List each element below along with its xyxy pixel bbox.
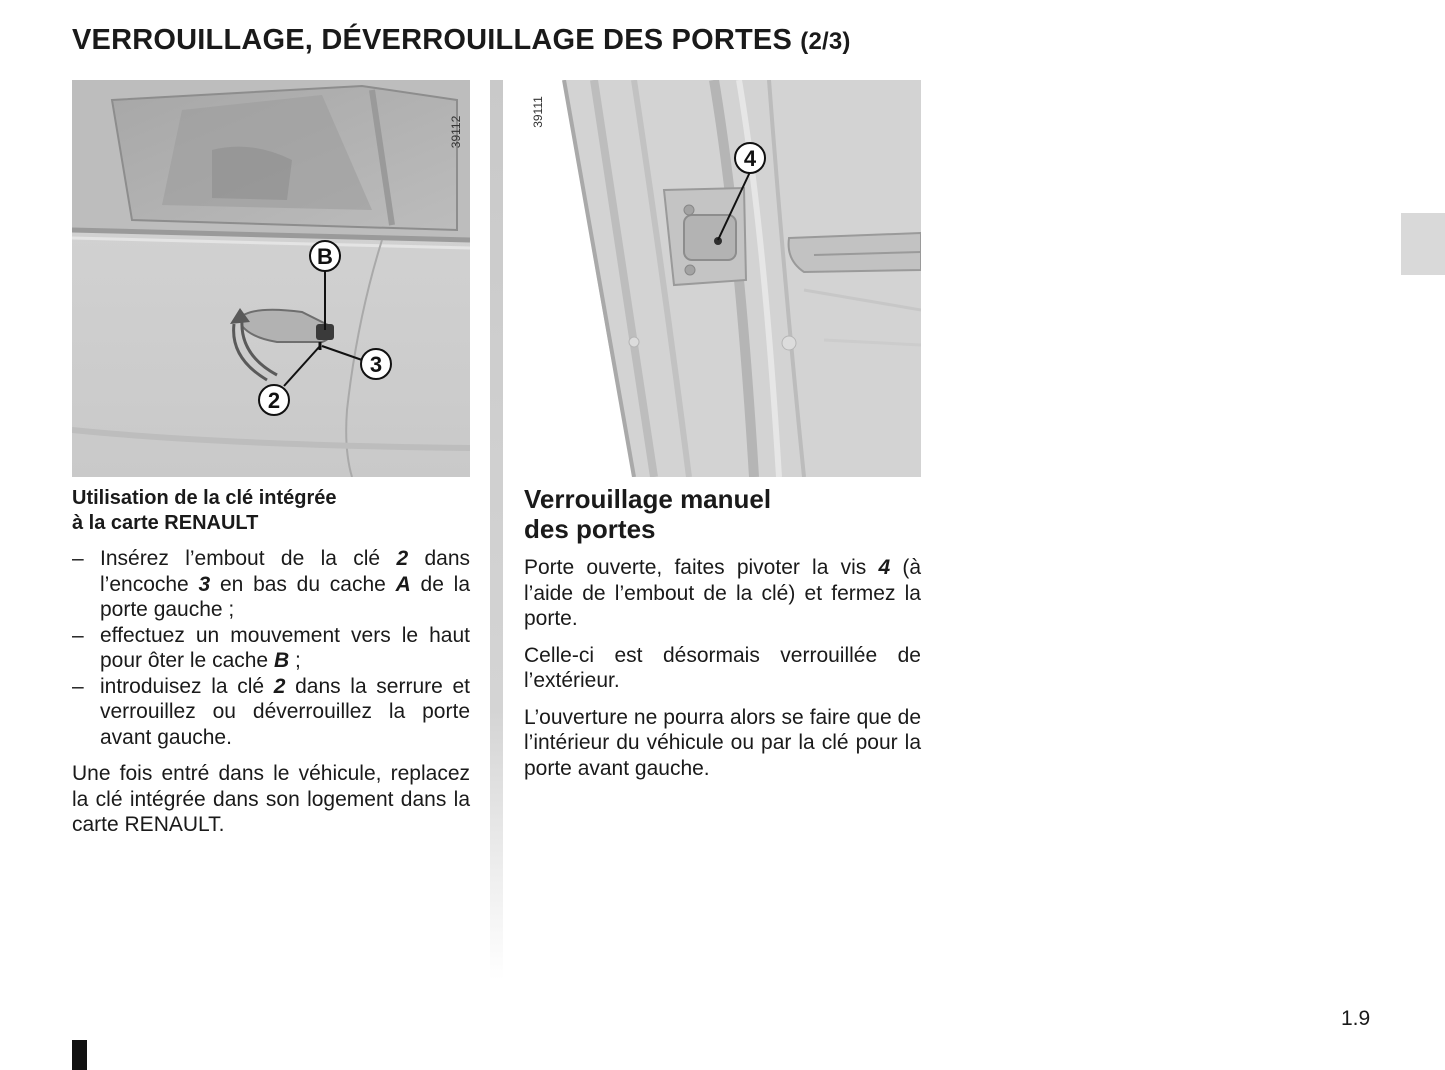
page-title-suffix: (2/3) [800,28,851,55]
key-ref: 2 [273,674,286,698]
key-ref: 2 [396,547,409,570]
door-latch-illustration [524,80,921,477]
manual-locking-body [524,555,921,792]
subtitle-line-1: Verrouillage manuel [524,484,772,514]
callout-2-label: 2 [267,388,281,413]
callout-4 [735,143,765,173]
print-corner-mark [72,1040,87,1070]
list-item: – introduisez la clé 2 dans la serrure et verrouillez ou déverrouillez la porte avant gauche. [72,674,470,749]
list-dash: – [72,674,84,698]
callout-3 [361,349,391,379]
column-divider [490,80,503,980]
list-item: – Insérez l’embout de la clé 2 dans l’encoche 3 en bas du cache A de la porte gauche ; [72,547,471,621]
callout-4-label: 4 [743,146,757,171]
body-paragraph: Porte ouverte, faites pivoter la vis 4 (à l’aide de l’embout de la clé) et fermez la porte. [524,556,922,630]
figure-ref-number: 39112 [449,115,463,149]
key-ref: 3 [198,572,211,596]
subtitle-line-1: Utilisation de la clé intégrée [72,487,337,509]
body-paragraph: L’ouverture ne pourra alors se faire que de l’intérieur du véhicule ou par la clé pour la porte avant gauche. [524,705,921,780]
list-dash: – [72,623,84,647]
procedure-steps [72,546,470,750]
list-item: – effectuez un mouvement vers le haut pour ôter le cache B ; [72,623,470,672]
callout-2 [259,385,289,415]
key-ref: 4 [878,556,891,579]
door-handle-illustration [72,80,470,477]
body-paragraph: Celle-ci est désormais verrouillée de l’extérieur. [524,643,921,692]
subtitle-line-2: à la carte RENAULT [72,512,259,534]
section-subtitle-integrated-key [72,486,470,536]
key-ref: A [395,572,411,596]
callout-3-label: 3 [369,352,383,377]
section-subtitle-manual-locking [524,484,921,544]
subtitle-line-2: des portes [524,514,656,544]
callout-b-label: B [317,244,333,269]
page-title-main: VERROUILLAGE, DÉVERROUILLAGE DES PORTES [72,24,792,56]
body-paragraph-replace-key: Une fois entré dans le véhicule, replacez la clé intégrée dans son logement dans la carte RENAULT. [72,762,470,836]
page-number: 1.9 [1341,1007,1371,1030]
section-tab-marker [1401,213,1445,275]
list-dash: – [72,547,84,570]
callout-b [310,241,340,271]
figure-ref-number: 39111 [531,96,545,128]
key-ref: B [273,649,290,672]
page-title [72,24,851,57]
